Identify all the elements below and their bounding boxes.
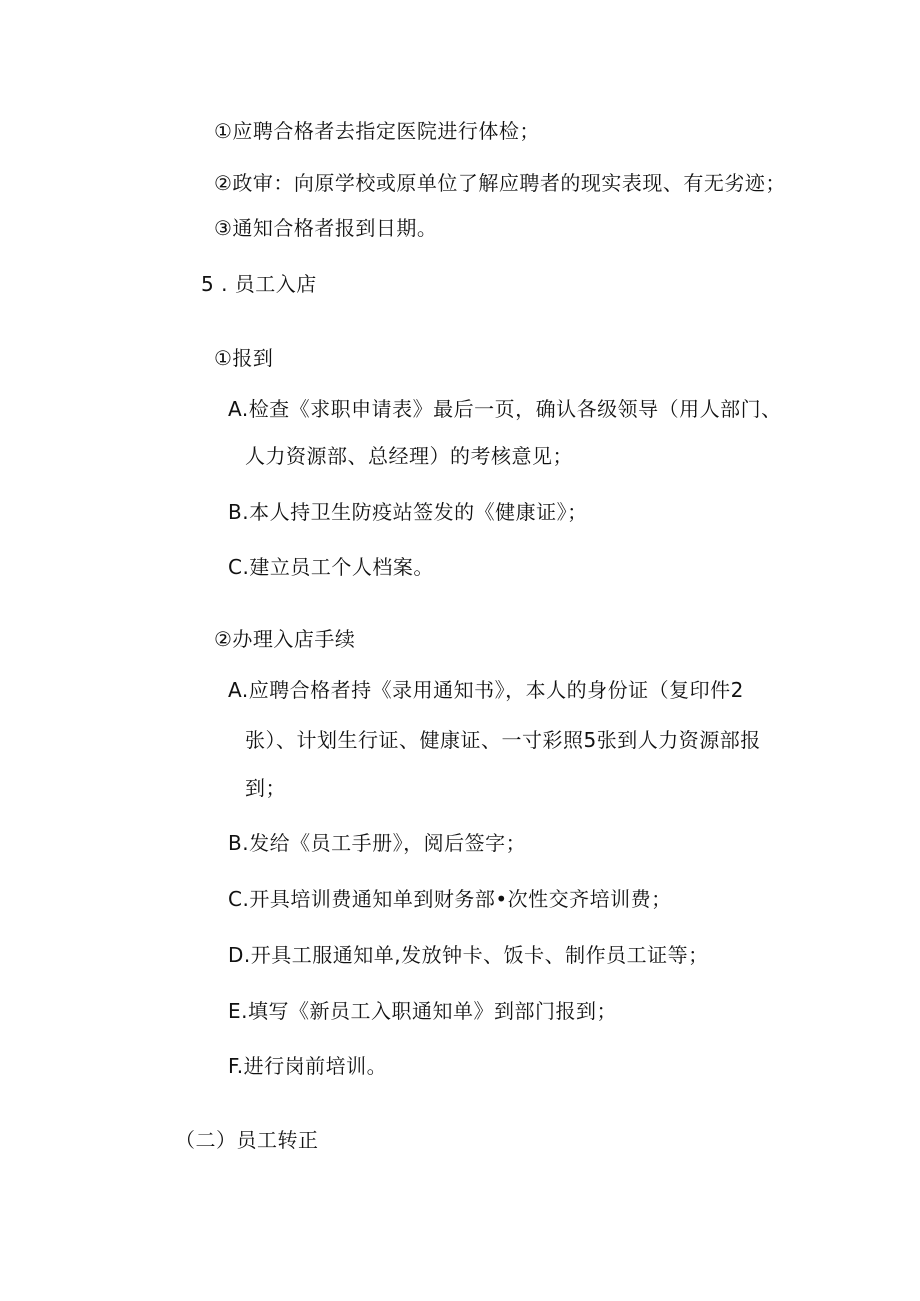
- text-line: ②政审：向原学校或原单位了解应聘者的现实表现、有无劣迹；: [214, 171, 786, 195]
- subsection-heading: ①报到: [214, 346, 274, 370]
- text-line: 人力资源部、总经理）的考核意见；: [245, 444, 573, 468]
- section-heading: 5 . 员工入店: [201, 272, 317, 296]
- subsection-heading: ②办理入店手续: [214, 627, 356, 651]
- section-heading: （二）员工转正: [175, 1128, 319, 1152]
- text-line: 张）、计划生行证、健康证、一寸彩照5张到人力资源部报: [245, 728, 761, 752]
- text-line: E.填写《新员工入职通知单》到部门报到；: [228, 999, 617, 1023]
- text-line: A.检查《求职申请表》最后一页，确认各级领导（用人部门、: [228, 397, 782, 421]
- text-line: F.进行岗前培训。: [228, 1054, 388, 1078]
- text-line: ①应聘合格者去指定医院进行体检；: [214, 119, 540, 143]
- text-line: ③通知合格者报到日期。: [214, 216, 438, 240]
- text-line: A.应聘合格者持《录用通知书》，本人的身份证（复印件2: [228, 678, 744, 702]
- text-line: B.本人持卫生防疫站签发的《健康证》；: [228, 500, 588, 524]
- text-line: B.发给《员工手册》，阅后签字；: [228, 831, 527, 855]
- text-line: 到；: [245, 776, 286, 800]
- text-line: D.开具工服通知单,发放钟卡、饭卡、制作员工证等；: [228, 943, 709, 967]
- text-line: C.建立员工个人档案。: [228, 555, 434, 579]
- text-line: C.开具培训费通知单到财务部•次性交齐培训费；: [228, 887, 672, 911]
